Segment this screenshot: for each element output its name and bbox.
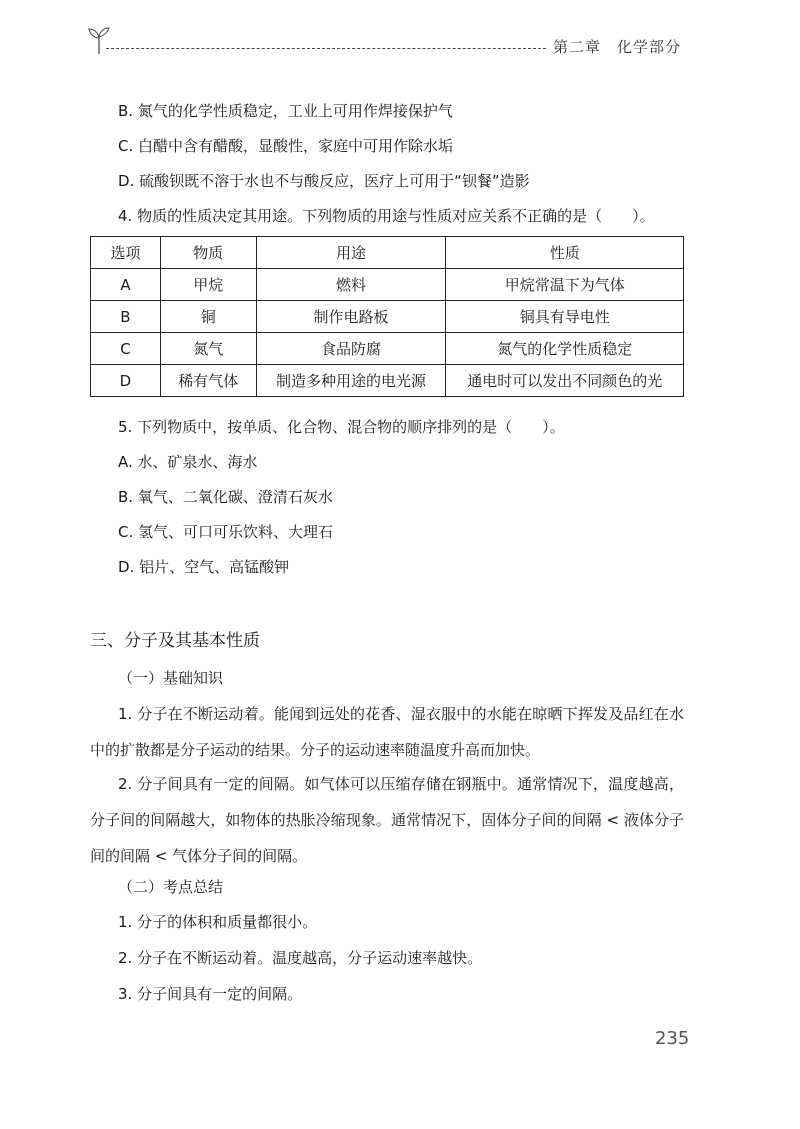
table-row [91, 269, 684, 301]
q3-option-b: B. 氮气的化学性质稳定，工业上可用作焊接保护气 [118, 102, 453, 120]
q3-option-c: C. 白醋中含有醋酸，显酸性，家庭中可用作除水垢 [118, 137, 454, 155]
paragraph-molecular-spacing: 2. 分子间具有一定的间隔。如气体可以压缩存储在钢瓶中。通常情况下，温度越高，分子间的间隔越大，如物体的热胀冷缩现象。通常情况下，固体分子间的间隔 < 液体分子间的间隔 < 气体分子间的间隔。 [90, 775, 684, 865]
summary-point: 3. 分子间具有一定的间隔。 [118, 985, 303, 1003]
q5-option-b: B. 氧气、二氧化碳、澄清石灰水 [118, 488, 333, 506]
table-cell: 制作电路板 [256, 301, 446, 333]
table-cell: 稀有气体 [160, 365, 256, 397]
summary-point: 2. 分子在不断运动着。温度越高，分子运动速率越快。 [118, 949, 483, 967]
table-cell: 燃料 [256, 269, 446, 301]
table-header-cell: 物质 [160, 237, 256, 269]
table-cell: 铜具有导电性 [446, 301, 684, 333]
q4-stem: 4. 物质的性质决定其用途。下列物质的用途与性质对应关系不正确的是（ ）。 [118, 207, 655, 225]
table-cell: 铜 [160, 301, 256, 333]
q3-option-d: D. 硫酸钡既不溶于水也不与酸反应，医疗上可用于“钡餐”造影 [118, 172, 530, 190]
table-cell: 氮气的化学性质稳定 [446, 333, 684, 365]
section-title: 三、分子及其基本性质 [90, 631, 260, 651]
table-cell: A [91, 269, 161, 301]
table-cell: C [91, 333, 161, 365]
q5-stem: 5. 下列物质中，按单质、化合物、混合物的顺序排列的是（ ）。 [118, 418, 565, 436]
table-row [91, 365, 684, 397]
page-number: 235 [655, 1028, 690, 1049]
properties-table [90, 236, 684, 397]
q5-option-a: A. 水、矿泉水、海水 [118, 453, 258, 471]
table-cell: 制造多种用途的电光源 [256, 365, 446, 397]
table-row [91, 301, 684, 333]
subsection-summary: （二）考点总结 [118, 878, 224, 896]
table-cell: 甲烷常温下为气体 [446, 269, 684, 301]
summary-point: 1. 分子的体积和质量都很小。 [118, 913, 318, 931]
table-row [91, 333, 684, 365]
table-cell: D [91, 365, 161, 397]
table-cell: 食品防腐 [256, 333, 446, 365]
paragraph-molecular-motion: 1. 分子在不断运动着。能闻到远处的花香、湿衣服中的水能在晾晒下挥发及品红在水中的扩散都是分子运动的结果。分子的运动速率随温度升高而加快。 [90, 705, 684, 759]
chapter-title: 第二章 化学部分 [553, 38, 682, 56]
running-header [88, 26, 704, 62]
table-cell: 氮气 [160, 333, 256, 365]
table-header-cell: 选项 [91, 237, 161, 269]
table-cell: 通电时可以发出不同颜色的光 [446, 365, 684, 397]
header-rule [106, 48, 546, 49]
subsection-basics: （一）基础知识 [118, 669, 224, 687]
table-header-row [91, 237, 684, 269]
q5-option-c: C. 氢气、可口可乐饮料、大理石 [118, 523, 334, 541]
table-cell: 甲烷 [160, 269, 256, 301]
q5-option-d: D. 铝片、空气、高锰酸钾 [118, 558, 290, 576]
table-header-cell: 用途 [256, 237, 446, 269]
table-header-cell: 性质 [446, 237, 684, 269]
sprout-icon [88, 26, 110, 56]
table-cell: B [91, 301, 161, 333]
